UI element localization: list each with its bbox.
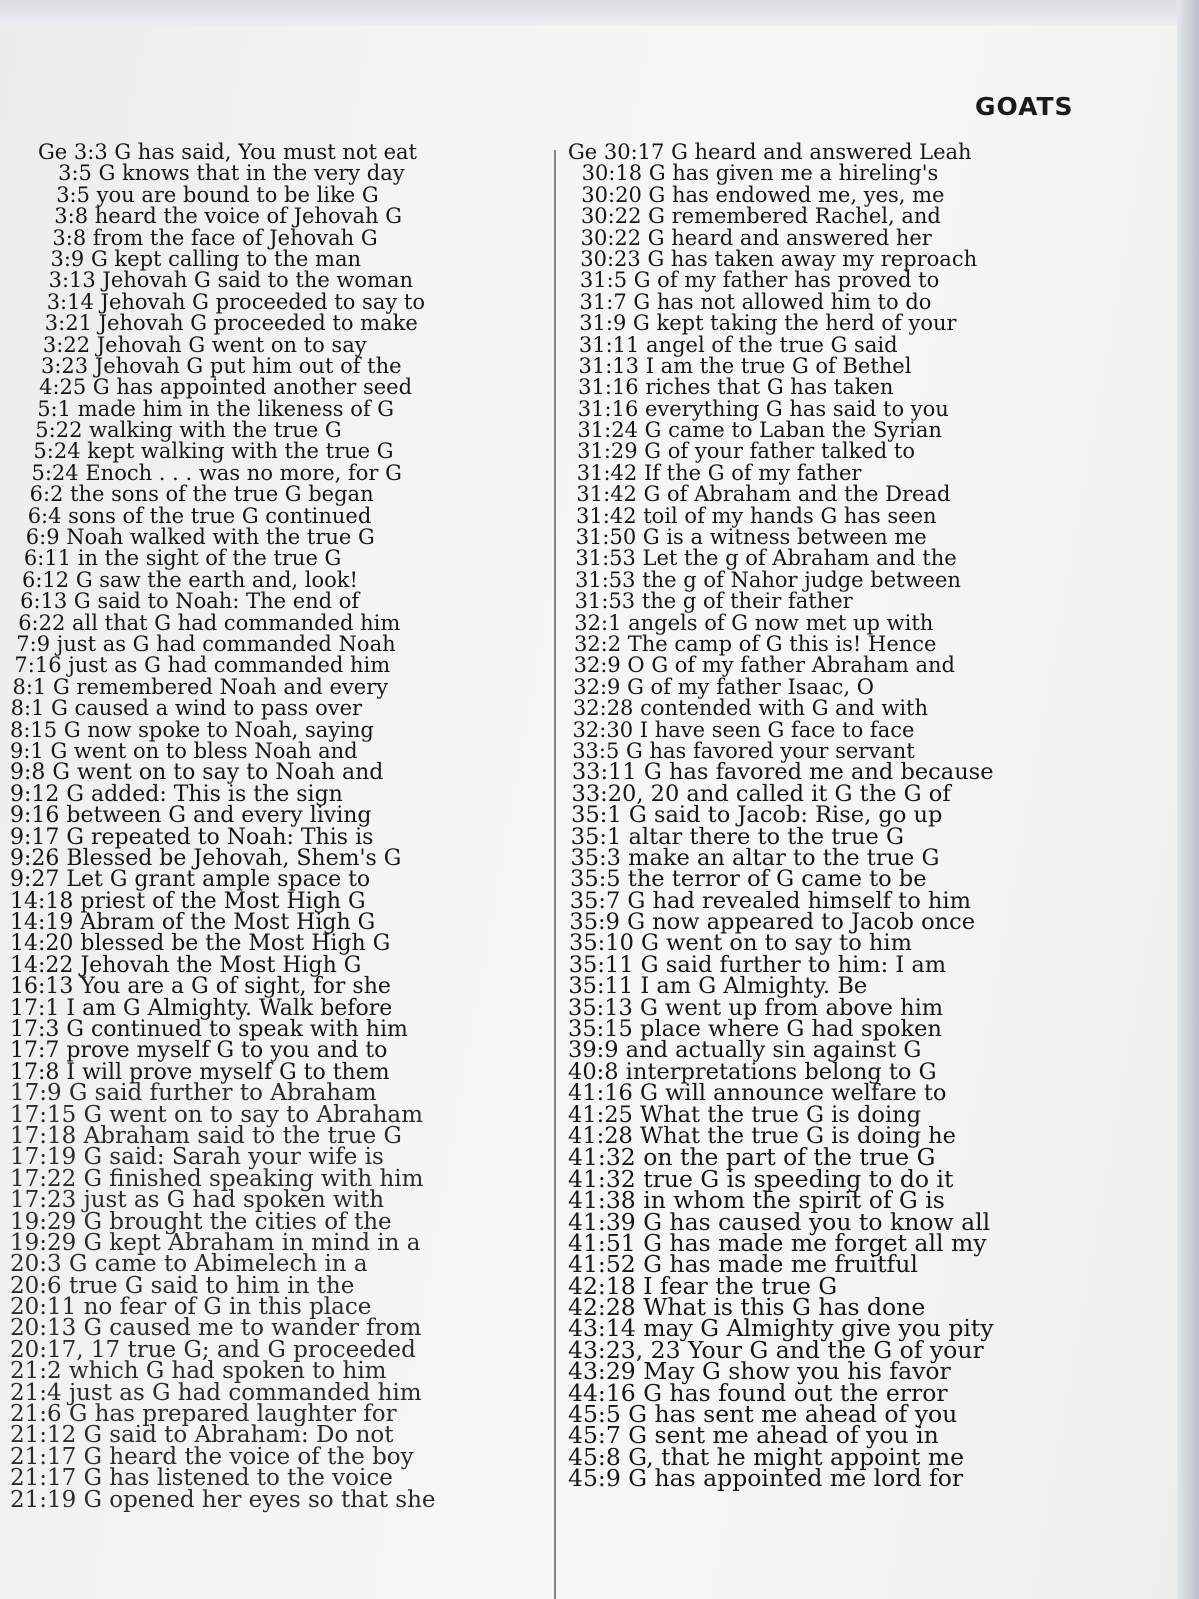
concordance-entry: 20:13 G caused me to wander from bbox=[10, 1315, 422, 1342]
concordance-entry: 35:7 G had revealed himself to him bbox=[569, 887, 971, 914]
concordance-entry: 33:11 G has favored me and because bbox=[571, 759, 994, 786]
concordance-entry: 3:13 Jehovah G said to the woman bbox=[48, 268, 414, 293]
concordance-entry: 21:6 G has prepared laughter for bbox=[10, 1401, 397, 1428]
column-divider bbox=[554, 150, 556, 1599]
concordance-entry: 14:19 Abram of the Most High G bbox=[10, 910, 376, 936]
concordance-entry: 35:10 G went on to say to him bbox=[569, 930, 912, 957]
concordance-entry: 35:3 make an altar to the true G bbox=[570, 844, 940, 871]
concordance-entry: 17:15 G went on to say to Abraham bbox=[10, 1101, 423, 1128]
concordance-entry: 40:8 interpretations belong to G bbox=[568, 1058, 937, 1085]
concordance-entry: 41:39 G has caused you to know all bbox=[568, 1207, 991, 1236]
concordance-entry: 35:13 G went up from above him bbox=[568, 994, 944, 1021]
concordance-entry: 32:28 contended with G and with bbox=[572, 696, 928, 721]
concordance-entry: 41:32 on the part of the true G bbox=[568, 1143, 936, 1172]
concordance-entry: 6:22 all that G had commanded him bbox=[18, 610, 401, 635]
concordance-entry: 31:50 G is a witness between me bbox=[575, 525, 927, 550]
concordance-entry: 7:9 just as G had commanded Noah bbox=[16, 631, 396, 656]
concordance-entry: 41:38 in whom the spirit of G is bbox=[568, 1186, 945, 1215]
concordance-entry: 31:53 Let the g of Abraham and the bbox=[575, 546, 957, 571]
concordance-entry: 31:24 G came to Laban the Syrian bbox=[577, 418, 942, 443]
page-top-shadow bbox=[0, 0, 1199, 26]
concordance-entry: 5:24 kept walking with the true G bbox=[33, 439, 394, 464]
concordance-entry: 16:13 You are a G of sight, for she bbox=[10, 974, 391, 1000]
concordance-entry: 30:22 G heard and answered her bbox=[580, 225, 932, 250]
concordance-entry: 17:7 prove myself G to you and to bbox=[10, 1038, 388, 1064]
concordance-entry: 35:1 altar there to the true G bbox=[570, 823, 904, 850]
concordance-entry: 14:18 priest of the Most High G bbox=[10, 888, 366, 914]
concordance-entry: 31:42 If the G of my father bbox=[576, 460, 862, 485]
concordance-entry: 31:5 G of my father has proved to bbox=[579, 268, 940, 293]
concordance-entry: 9:1 G went on to bless Noah and bbox=[10, 738, 358, 763]
concordance-entry: 41:51 G has made me forget all my bbox=[568, 1228, 987, 1257]
concordance-entry: 31:16 everything G has said to you bbox=[577, 396, 949, 421]
concordance-entry: 45:8 G, that he might appoint me bbox=[568, 1442, 965, 1471]
concordance-entry: 17:23 just as G had spoken with bbox=[10, 1187, 385, 1214]
concordance-entry: 45:5 G has sent me ahead of you bbox=[568, 1400, 958, 1429]
page-header-title: GOATS bbox=[975, 92, 1074, 121]
concordance-entry: 17:22 G finished speaking with him bbox=[10, 1165, 424, 1192]
concordance-entry: 17:9 G said further to Abraham bbox=[10, 1080, 377, 1107]
concordance-entry: 21:12 G said to Abraham: Do not bbox=[10, 1422, 394, 1449]
concordance-entry: 5:24 Enoch . . . was no more, for G bbox=[31, 460, 402, 485]
concordance-entry: 31:29 G of your father talked to bbox=[577, 439, 916, 464]
concordance-entry: 39:9 and actually sin against G bbox=[568, 1037, 922, 1064]
concordance-entry: 6:9 Noah walked with the true G bbox=[25, 525, 375, 550]
concordance-entry: 8:1 G remembered Noah and every bbox=[12, 674, 389, 699]
concordance-entry: 32:30 I have seen G face to face bbox=[572, 717, 915, 742]
concordance-entry: 32:1 angels of G now met up with bbox=[574, 610, 934, 635]
concordance-entry: 17:1 I am G Almighty. Walk before bbox=[10, 995, 393, 1021]
concordance-entry: 41:32 true G is speeding to do it bbox=[568, 1164, 954, 1193]
concordance-entry: 3:5 G knows that in the very day bbox=[58, 161, 405, 186]
concordance-entry: 9:17 G repeated to Noah: This is bbox=[10, 824, 374, 850]
concordance-entry: 21:2 which G had spoken to him bbox=[10, 1358, 387, 1385]
concordance-entry: 9:12 G added: This is the sign bbox=[10, 781, 343, 807]
concordance-entry: 32:9 G of my father Isaac, O bbox=[573, 674, 874, 699]
concordance-entry: 31:42 toil of my hands G has seen bbox=[576, 503, 937, 528]
concordance-entry: 41:25 What the true G is doing bbox=[568, 1101, 922, 1128]
concordance-entry: 30:18 G has given me a hireling's bbox=[581, 161, 939, 186]
concordance-entry: 31:42 G of Abraham and the Dread bbox=[576, 482, 951, 507]
concordance-entry: 17:8 I will prove myself G to them bbox=[10, 1059, 390, 1085]
concordance-entry: 20:17, 17 true G; and G proceeded bbox=[10, 1336, 416, 1363]
concordance-entry: 3:21 Jehovah G proceeded to make bbox=[44, 311, 418, 336]
concordance-entry: 35:1 G said to Jacob: Rise, go up bbox=[571, 802, 943, 829]
concordance-entry: 20:3 G came to Abimelech in a bbox=[10, 1251, 368, 1278]
concordance-entry: 41:28 What the true G is doing he bbox=[568, 1122, 956, 1149]
concordance-entry: 35:5 the terror of G came to be bbox=[570, 866, 927, 893]
concordance-entry: 6:4 sons of the true G continued bbox=[27, 503, 372, 528]
concordance-entry: 43:29 May G show you his favor bbox=[568, 1357, 951, 1386]
concordance-entry: 35:15 place where G had spoken bbox=[568, 1016, 942, 1043]
concordance-entry: 3:8 from the face of Jehovah G bbox=[52, 225, 378, 250]
concordance-entry: 31:53 the g of their father bbox=[574, 589, 853, 614]
concordance-entry: 20:11 no fear of G in this place bbox=[10, 1294, 372, 1321]
concordance-entry: 3:8 heard the voice of Jehovah G bbox=[54, 204, 403, 229]
concordance-entry: 19:29 G kept Abraham in mind in a bbox=[10, 1229, 421, 1256]
concordance-entry: 30:23 G has taken away my reproach bbox=[580, 246, 978, 271]
concordance-entry: 32:9 O G of my father Abraham and bbox=[573, 653, 955, 678]
concordance-entry: 35:11 G said further to him: I am bbox=[568, 951, 947, 978]
concordance-entry: 41:52 G has made me fruitful bbox=[568, 1250, 918, 1279]
left-column bbox=[10, 142, 530, 1511]
concordance-entry: Ge 30:17 G heard and answered Leah bbox=[568, 140, 972, 164]
concordance-entry: 8:15 G now spoke to Noah, saying bbox=[10, 717, 374, 742]
concordance-entry: 31:9 G kept taking the herd of your bbox=[579, 311, 957, 336]
concordance-entry: 14:20 blessed be the Most High G bbox=[10, 931, 391, 957]
concordance-entry: 31:16 riches that G has taken bbox=[578, 375, 894, 400]
concordance-entry: 9:8 G went on to say to Noah and bbox=[10, 760, 384, 786]
concordance-entry: 32:2 The camp of G this is! Hence bbox=[573, 631, 937, 656]
concordance-entry: 41:16 G will announce welfare to bbox=[568, 1080, 947, 1107]
concordance-entry: 42:28 What is this G has done bbox=[568, 1293, 926, 1322]
right-column bbox=[568, 140, 1128, 1493]
concordance-entry: 3:23 Jehovah G put him out of the bbox=[41, 353, 402, 378]
concordance-entry: 35:11 I am G Almighty. Be bbox=[568, 973, 868, 1000]
concordance-entry: 44:16 G has found out the error bbox=[568, 1378, 948, 1407]
concordance-entry: 9:16 between G and every living bbox=[10, 803, 372, 829]
concordance-entry: 7:16 just as G had commanded him bbox=[14, 653, 391, 678]
concordance-entry: 33:20, 20 and called it G the G of bbox=[571, 780, 951, 807]
concordance-entry: 42:18 I fear the true G bbox=[568, 1271, 838, 1300]
concordance-entry: 17:18 Abraham said to the true G bbox=[10, 1122, 402, 1149]
concordance-entry: 3:5 you are bound to be like G bbox=[56, 182, 379, 207]
concordance-entry: 43:14 may G Almighty give you pity bbox=[568, 1314, 994, 1343]
concordance-entry: 5:1 made him in the likeness of G bbox=[37, 396, 395, 421]
concordance-entry: 6:11 in the sight of the true G bbox=[23, 546, 342, 571]
concordance-entry: 31:11 angel of the true G said bbox=[578, 332, 898, 357]
concordance-entry: 17:19 G said: Sarah your wife is bbox=[10, 1144, 384, 1171]
concordance-entry: 30:22 G remembered Rachel, and bbox=[580, 204, 941, 229]
page-edge-shadow bbox=[1177, 0, 1199, 1599]
concordance-entry: 30:20 G has endowed me, yes, me bbox=[581, 182, 945, 207]
concordance-entry: 9:27 Let G grant ample space to bbox=[10, 867, 371, 893]
concordance-entry: 6:13 G said to Noah: The end of bbox=[20, 589, 360, 614]
concordance-entry: 45:7 G sent me ahead of you in bbox=[568, 1421, 939, 1450]
concordance-entry: 21:17 G has listened to the voice bbox=[10, 1465, 393, 1492]
concordance-entry: 35:9 G now appeared to Jacob once bbox=[569, 909, 976, 936]
concordance-entry: 6:12 G saw the earth and, look! bbox=[22, 567, 358, 592]
concordance-entry: 3:9 G kept calling to the man bbox=[50, 246, 361, 271]
concordance-entry: 3:14 Jehovah G proceeded to say to bbox=[46, 289, 425, 314]
concordance-entry: 5:22 walking with the true G bbox=[35, 418, 342, 443]
concordance-entry: 31:7 G has not allowed him to do bbox=[579, 289, 932, 314]
concordance-entry: 45:9 G has appointed me lord for bbox=[568, 1464, 964, 1493]
concordance-entry: 3:22 Jehovah G went on to say bbox=[42, 332, 367, 357]
concordance-entry: 31:53 the g of Nahor judge between bbox=[575, 567, 961, 592]
concordance-entry: 6:2 the sons of the true G began bbox=[29, 482, 374, 507]
concordance-entry: 21:17 G heard the voice of the boy bbox=[10, 1443, 414, 1470]
concordance-entry: 9:26 Blessed be Jehovah, Shem's G bbox=[10, 845, 402, 871]
concordance-entry: 21:4 just as G had commanded him bbox=[10, 1379, 422, 1406]
concordance-entry: 31:13 I am the true G of Bethel bbox=[578, 353, 912, 378]
concordance-entry: 14:22 Jehovah the Most High G bbox=[10, 952, 362, 978]
concordance-entry: 8:1 G caused a wind to pass over bbox=[10, 696, 363, 721]
concordance-entry: 4:25 G has appointed another seed bbox=[39, 375, 413, 400]
concordance-entry: 21:19 G opened her eyes so that she bbox=[10, 1486, 436, 1513]
concordance-entry: 43:23, 23 Your G and the G of your bbox=[568, 1335, 984, 1364]
concordance-entry: 33:5 G has favored your servant bbox=[572, 738, 915, 763]
concordance-entry: 20:6 true G said to him in the bbox=[10, 1272, 355, 1299]
concordance-entry: 19:29 G brought the cities of the bbox=[10, 1208, 392, 1235]
concordance-entry: Ge 3:3 G has said, You must not eat bbox=[38, 140, 417, 164]
concordance-entry: 17:3 G continued to speak with him bbox=[10, 1017, 408, 1043]
